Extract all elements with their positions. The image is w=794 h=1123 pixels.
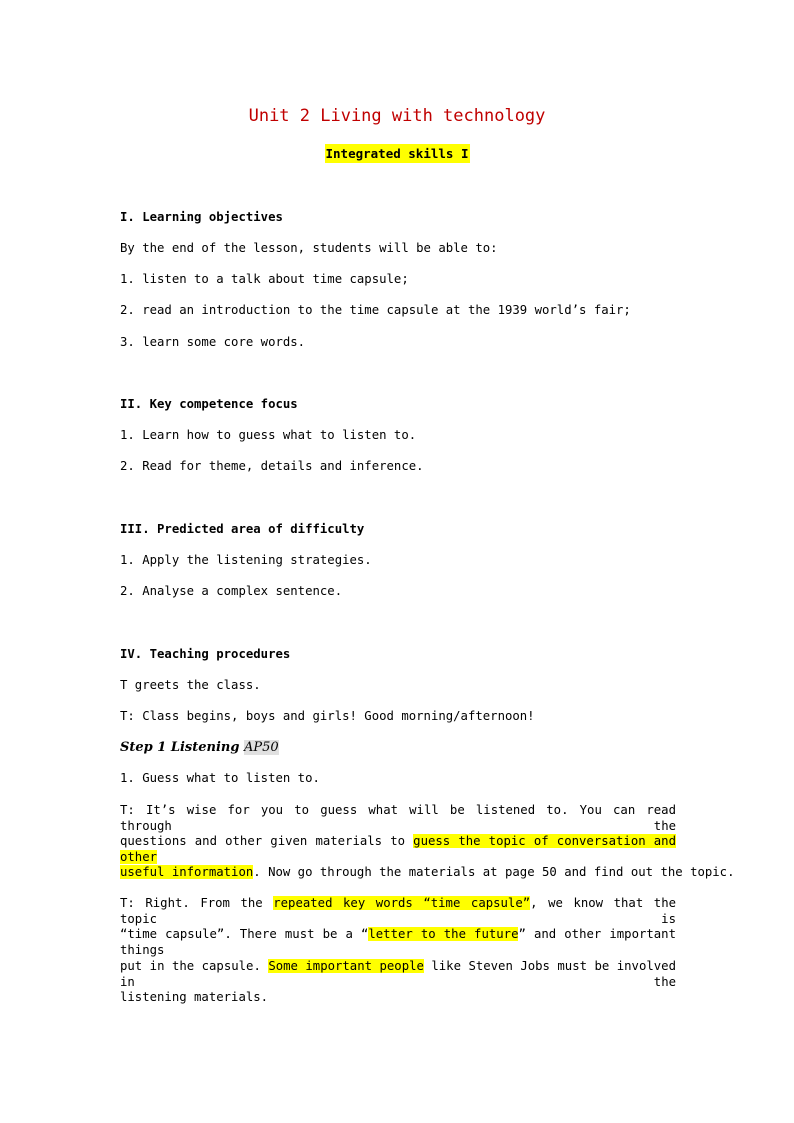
para1-line-2 [120, 833, 676, 865]
highlight-repeated-key-words: repeated key words “time capsule” [273, 896, 531, 910]
highlight-useful-information: useful information [120, 865, 254, 879]
para2-line-3 [120, 958, 676, 990]
difficulty-item-2: 2. Analyse a complex sentence. [120, 584, 343, 598]
para2-text-f: like Steven Jobs must be involved in the [120, 959, 676, 989]
step-1-label: Step 1 Listening [120, 740, 244, 755]
para1-text: questions and other given materials to [120, 834, 414, 848]
step-1-heading [120, 739, 676, 756]
difficulty-item-1: 1. Apply the listening strategies. [120, 553, 372, 567]
section-heading-difficulty: III. Predicted area of difficulty [120, 522, 365, 536]
objectives-intro: By the end of the lesson, students will be able to: [120, 241, 498, 255]
highlight-guess-topic: guess the topic of conversation and other [120, 834, 676, 864]
subtitle-row [0, 143, 794, 162]
section-heading-procedures: IV. Teaching procedures [120, 647, 291, 661]
section-heading-objectives: I. Learning objectives [120, 210, 283, 224]
para1-text-end: . Now go through the materials at page 50 and find out the topic. [253, 865, 735, 879]
procedure-line-1: T greets the class. [120, 678, 261, 692]
para2-text-e: put in the capsule. [120, 959, 269, 973]
objective-item-3: 3. learn some core words. [120, 335, 306, 349]
step-1-page-ref: AP50 [243, 740, 279, 755]
para2-text-c: “time capsule”. There must be a “ [120, 927, 369, 941]
para2-line-2 [120, 926, 676, 958]
para2-line-4: listening materials. [120, 990, 269, 1004]
competence-item-2: 2. Read for theme, details and inference. [120, 459, 424, 473]
para1-line-3 [120, 864, 735, 880]
para2-text-b: , we know that the topic is [120, 896, 676, 926]
para2-line-1 [120, 895, 676, 927]
section-heading-competence: II. Key competence focus [120, 397, 298, 411]
para1-line-1: T: It’s wise for you to guess what will be listened to. You can read through the [120, 803, 676, 833]
page-title: Unit 2 Living with technology [248, 106, 546, 126]
page-subtitle: Integrated skills I [325, 146, 469, 161]
guess-heading: 1. Guess what to listen to. [120, 771, 320, 785]
objective-item-1: 1. listen to a talk about time capsule; [120, 272, 409, 286]
highlight-letter-to-future: letter to the future [368, 927, 519, 941]
competence-item-1: 1. Learn how to guess what to listen to. [120, 428, 417, 442]
para2-text: T: Right. From the [120, 896, 274, 910]
objective-item-2: 2. read an introduction to the time capsule at the 1939 world’s fair; [120, 303, 631, 317]
procedure-line-2: T: Class begins, boys and girls! Good morning/afternoon! [120, 709, 535, 723]
highlight-important-people: Some important people [268, 959, 424, 973]
para2-text-d: ” and other important things [120, 927, 676, 957]
